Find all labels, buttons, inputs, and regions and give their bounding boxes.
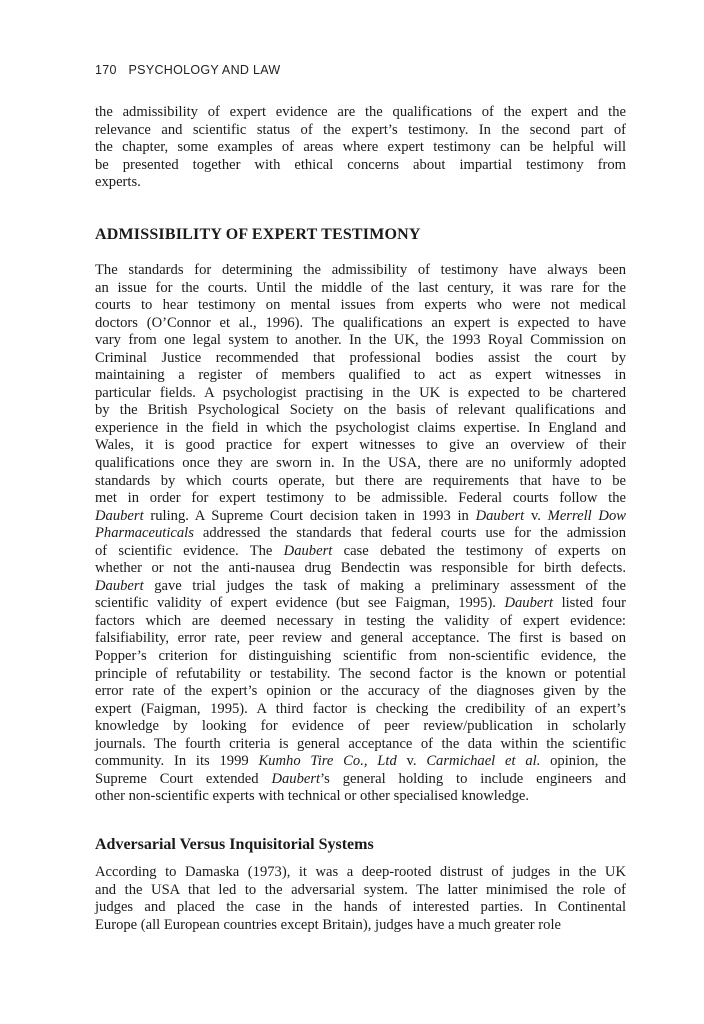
text-line: error rate of the expert’s opinion or the accuracy of the diagnoses given by the (95, 683, 626, 700)
adversarial-paragraph (95, 864, 626, 934)
text-line: Daubert ruling. A Supreme Court decision taken in 1993 in Daubert v. Merrell Dow (95, 507, 627, 524)
italic-term: Daubert (271, 770, 321, 787)
admissibility-paragraph (95, 262, 626, 806)
text-line: doctors (O’Connor et al., 1996). The qualifications an expert is expected to have (95, 314, 626, 331)
running-header (95, 63, 281, 77)
text-line: Europe (all European countries except Britain), judges have a much greater role (95, 916, 561, 933)
text-line: Pharmaceuticals addressed the standards that federal courts use for the admission (95, 525, 626, 542)
text-line: be presented together with ethical concerns about impartial testimony from (95, 156, 626, 173)
italic-term: Pharmaceuticals (95, 525, 194, 542)
running-title: PSYCHOLOGY AND LAW (128, 63, 281, 77)
text-line: judges and placed the case in the hands of interested parties. In Continental (95, 899, 626, 916)
italic-term: Daubert (95, 507, 144, 524)
text-line: an issue for the courts. Until the middle of the last century, it was rare for the (95, 279, 626, 296)
text-line: community. In its 1999 Kumho Tire Co., Ltd v. Carmichael et al. opinion, the (95, 753, 626, 770)
subsection-heading-adversarial: Adversarial Versus Inquisitorial Systems (95, 836, 374, 853)
text-line: expert (Faigman, 1995). A third factor is checking the credibility of an expert’s (95, 700, 626, 717)
text-line: Daubert gave trial judges the task of making a preliminary assessment of the (95, 577, 626, 594)
text-line: Criminal Justice recommended that professional bodies assist the court by (95, 349, 626, 366)
page-number: 170 (95, 63, 117, 77)
text-line: According to Damaska (1973), it was a deep-rooted distrust of judges in the UK (95, 864, 626, 880)
intro-paragraph (95, 104, 626, 192)
text-line: by the British Psychological Society on the basis of relevant qualifications and (95, 402, 626, 419)
text-line: Supreme Court extended Daubert’s general holding to include engineers and (95, 770, 626, 787)
text-line: whether or not the anti-nausea drug Bendectin was responsible for birth defects. (95, 560, 626, 577)
text-line: qualifications once they are sworn in. In the USA, there are no uniformly adopted (95, 455, 626, 472)
italic-term: Daubert (283, 542, 333, 559)
text-line: factors which are deemed necessary in testing the validity of expert evidence: (95, 612, 626, 629)
section-heading-admissibility: ADMISSIBILITY OF EXPERT TESTIMONY (95, 226, 421, 243)
text-line: and the USA that led to the adversarial system. The latter minimised the role of (95, 881, 626, 898)
text-line: journals. The fourth criteria is general acceptance of the data within the scientific (95, 735, 626, 752)
text-line: falsifiability, error rate, peer review and general acceptance. The first is based on (95, 630, 626, 647)
text-line: The standards for determining the admissibility of testimony have always been (95, 262, 626, 278)
text-line: the chapter, some examples of areas where expert testimony can be helpful will (95, 139, 626, 156)
text-line: principle of refutability or testability. The second factor is the known or potential (95, 665, 626, 682)
text-line: of scientific evidence. The Daubert case debated the testimony of experts on (95, 542, 627, 559)
text-line: standards by which courts operate, but there are requirements that have to be (95, 472, 626, 489)
italic-term: Daubert (95, 577, 144, 594)
italic-term: Merrell Dow (547, 507, 627, 524)
text-line: experts. (95, 174, 141, 191)
text-line: courts to hear testimony on mental issues from experts who were not medical (95, 297, 626, 314)
text-line: met in order for expert testimony to be admissible. Federal courts follow the (95, 490, 626, 507)
text-line: the admissibility of expert evidence are the qualifications of the expert and the (95, 104, 626, 120)
text-line: maintaining a register of members qualified to act as expert witnesses in (95, 367, 626, 384)
text-line: experience in the field in which the psychologist claims expertise. In England and (95, 419, 626, 436)
italic-term: Daubert (475, 507, 525, 524)
text-line: scientific validity of expert evidence (but see Faigman, 1995). Daubert listed four (95, 595, 626, 612)
italic-term: Daubert (504, 595, 554, 612)
text-line: relevance and scientific status of the expert’s testimony. In the second part of (95, 121, 626, 138)
text-line: knowledge by looking for evidence of peer review/publication in scholarly (95, 718, 626, 735)
text-line: particular fields. A psychologist practising in the UK is expected to be chartered (95, 384, 626, 401)
italic-term: Carmichael et al. (426, 753, 541, 770)
text-line: Popper’s criterion for distinguishing scientific from non-scientific evidence, the (95, 648, 626, 665)
text-line: vary from one legal system to another. In the UK, the 1993 Royal Commission on (95, 332, 626, 349)
text-line: Wales, it is good practice for expert witnesses to give an overview of their (95, 437, 626, 454)
text-line: other non-scientific experts with technical or other specialised knowledge. (95, 788, 530, 805)
italic-term: Kumho Tire Co., Ltd (258, 753, 397, 770)
